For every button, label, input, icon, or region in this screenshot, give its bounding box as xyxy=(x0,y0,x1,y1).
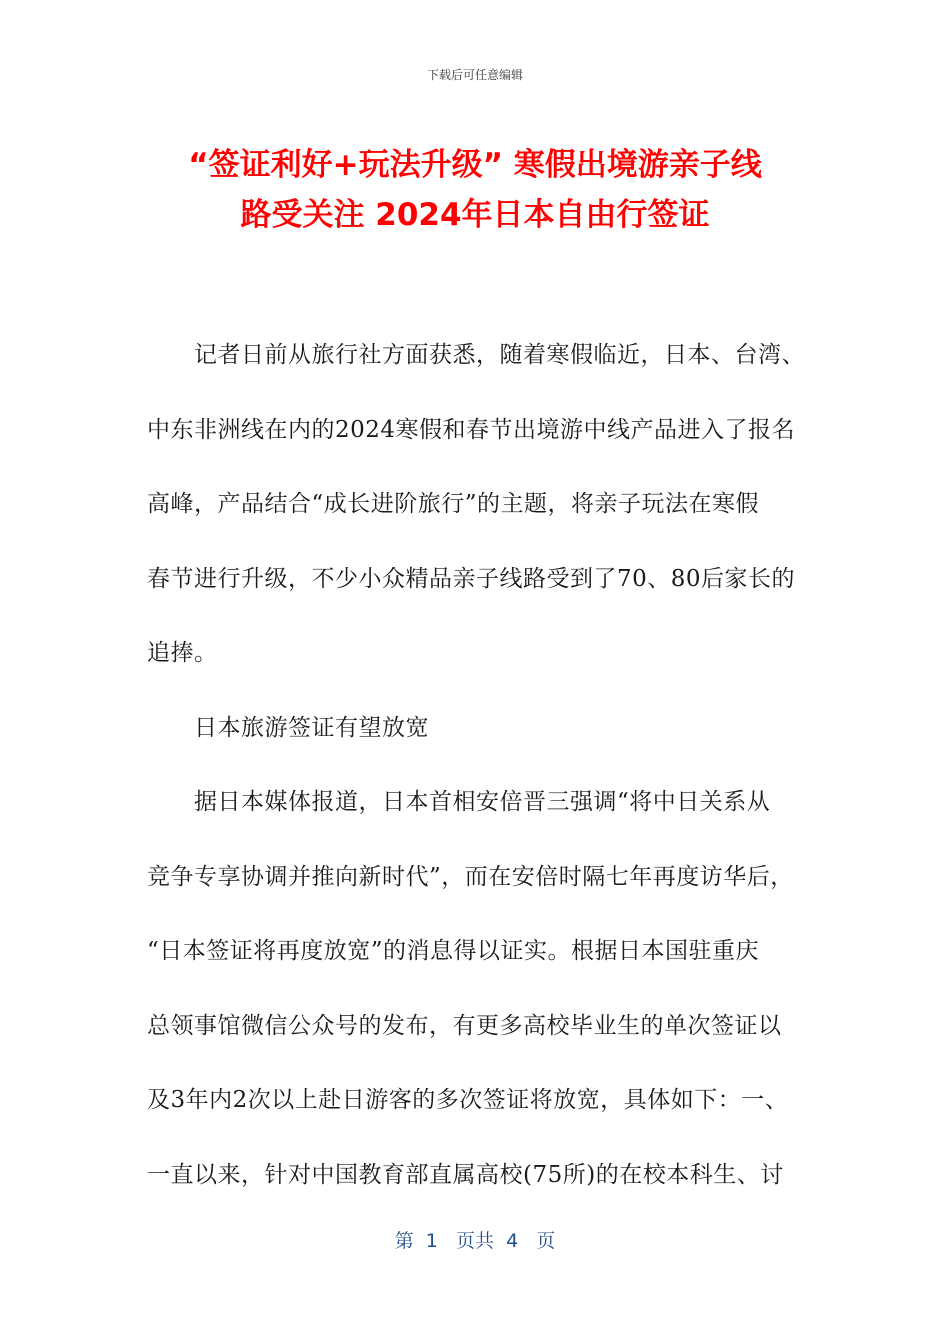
document-title xyxy=(150,140,800,240)
text-line: 竞争专享协调并推向新时代”，而在安倍时隔七年再度访华后， xyxy=(147,863,794,890)
title-line-1: “签证利好+玩法升级” 寒假出境游亲子线 xyxy=(188,147,762,183)
document-body xyxy=(147,318,807,1212)
text-line: 总领事馆微信公众号的发布，有更多高校毕业生的单次签证以 xyxy=(147,1012,782,1039)
text-line: 追捧。 xyxy=(147,640,218,666)
page-number-footer: 第 1 页共 4 页 xyxy=(394,1230,556,1252)
text-line: 及3年内2次以上赴日游客的多次签证将放宽，具体如下：一、 xyxy=(147,1087,789,1113)
text-line: “日本签证将再度放宽”的消息得以证实。根据日本国驻重庆 xyxy=(147,938,760,964)
header-note: 下载后可任意编辑 xyxy=(426,68,523,82)
text-line: 日本旅游签证有望放宽 xyxy=(194,714,429,741)
paragraph-intro xyxy=(147,318,807,691)
text-line: 记者日前从旅行社方面获悉，随着寒假临近，日本、台湾、 xyxy=(194,342,805,368)
title-line-2: 路受关注 2024年日本自由行签证 xyxy=(240,197,710,233)
text-line: 一直以来，针对中国教育部直属高校(75所)的在校本科生、讨 xyxy=(147,1161,784,1188)
text-line: 高峰，产品结合“成长进阶旅行”的主题，将亲子玩法在寒假 xyxy=(147,491,760,517)
paragraph-visa-news xyxy=(147,765,807,1212)
text-line: 据日本媒体报道，日本首相安倍晋三强调“将中日关系从 xyxy=(194,789,771,815)
text-line: 春节进行升级，不少小众精品亲子线路受到了70、80后家长的 xyxy=(147,565,796,592)
text-line: 中东非洲线在内的2024寒假和春节出境游中线产品进入了报名 xyxy=(147,416,796,443)
paragraph-subheading xyxy=(147,691,807,766)
